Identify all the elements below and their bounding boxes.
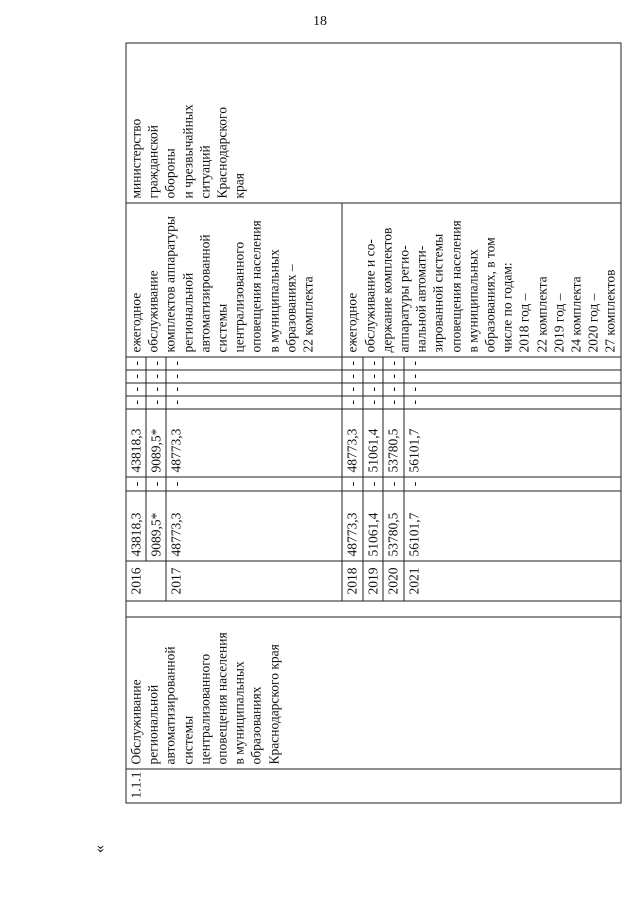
year-cell: 2017	[166, 561, 342, 601]
federal-cell: -	[342, 477, 362, 491]
other-cell: -	[146, 383, 166, 396]
dash-cell: -	[404, 357, 621, 370]
regional-cell: 43818,3	[126, 409, 146, 477]
municipal-cell: -	[166, 396, 342, 409]
year-cell: 2018	[342, 561, 362, 601]
total-cell: 56101,7	[404, 491, 621, 561]
other-cell: -	[383, 383, 403, 396]
measure-name: Обслуживание региональной автоматизированной системы централизованного оповещения населения в муниципальных образованиях Краснодарского края	[126, 617, 621, 769]
municipal-cell: -	[146, 396, 166, 409]
dash-cell: -	[404, 370, 621, 383]
year-cell: 2020	[383, 561, 403, 601]
program-table	[126, 43, 622, 804]
federal-cell: -	[166, 477, 342, 491]
regional-cell: 56101,7	[404, 409, 621, 477]
regional-cell: 9089,5*	[146, 409, 166, 477]
municipal-cell: -	[363, 396, 383, 409]
regional-cell: 48773,3	[166, 409, 342, 477]
dash-cell: -	[383, 370, 403, 383]
executor-text: министерство гражданской обороны и чрезвычайных ситуаций Краснодарского края	[126, 43, 621, 203]
federal-cell: -	[404, 477, 621, 491]
municipal-cell: -	[404, 396, 621, 409]
municipal-cell: -	[126, 396, 146, 409]
dash-cell: -	[363, 370, 383, 383]
dash-cell: -	[126, 370, 146, 383]
regional-cell: 51061,4	[363, 409, 383, 477]
federal-cell: -	[363, 477, 383, 491]
dash-cell: -	[363, 357, 383, 370]
dash-cell: -	[383, 357, 403, 370]
other-cell: -	[342, 383, 362, 396]
federal-cell: -	[146, 477, 166, 491]
municipal-cell: -	[383, 396, 403, 409]
dash-cell: -	[146, 357, 166, 370]
other-cell: -	[166, 383, 342, 396]
dash-cell: -	[166, 370, 342, 383]
total-cell: 51061,4	[363, 491, 383, 561]
regional-cell: 48773,3	[342, 409, 362, 477]
other-cell: -	[126, 383, 146, 396]
federal-cell: -	[126, 477, 146, 491]
page-number: 18	[313, 14, 327, 29]
federal-cell: -	[383, 477, 403, 491]
total-cell: 43818,3	[126, 491, 146, 561]
other-cell: -	[363, 383, 383, 396]
rotated-table-wrapper	[126, 44, 618, 804]
dash-cell: -	[342, 370, 362, 383]
spacer-cell	[126, 601, 621, 617]
year-cell: 2019	[363, 561, 383, 601]
dash-cell: -	[146, 370, 166, 383]
table-row	[126, 43, 146, 803]
other-cell: -	[404, 383, 621, 396]
year-cell: 2016	[126, 561, 166, 601]
total-cell: 48773,3	[342, 491, 362, 561]
total-cell: 53780,5	[383, 491, 403, 561]
regional-cell: 53780,5	[383, 409, 403, 477]
result-text: ежегодное обслуживание и со- держание комплектов аппаратуры регио- нальной автомати- зированной системы оповещения населения в муниципальных образованиях, в том числе по годам: 2018 год – 22 комплекта 2019 год – 24 комплекта 2020 год – 27 комплектов	[342, 203, 620, 357]
total-cell: 9089,5*	[146, 491, 166, 561]
row-code: 1.1.1	[126, 769, 621, 803]
municipal-cell: -	[342, 396, 362, 409]
dash-cell: -	[166, 357, 342, 370]
quote-mark: «	[91, 845, 108, 853]
year-cell: 2021	[404, 561, 621, 601]
total-cell: 48773,3	[166, 491, 342, 561]
dash-cell: -	[342, 357, 362, 370]
result-text: ежегодное обслуживание комплектов аппаратуры региональной автоматизированной системы централизованного оповещения населения в муниципальных образованиях – 22 комплекта	[126, 203, 342, 357]
dash-cell: -	[126, 357, 146, 370]
